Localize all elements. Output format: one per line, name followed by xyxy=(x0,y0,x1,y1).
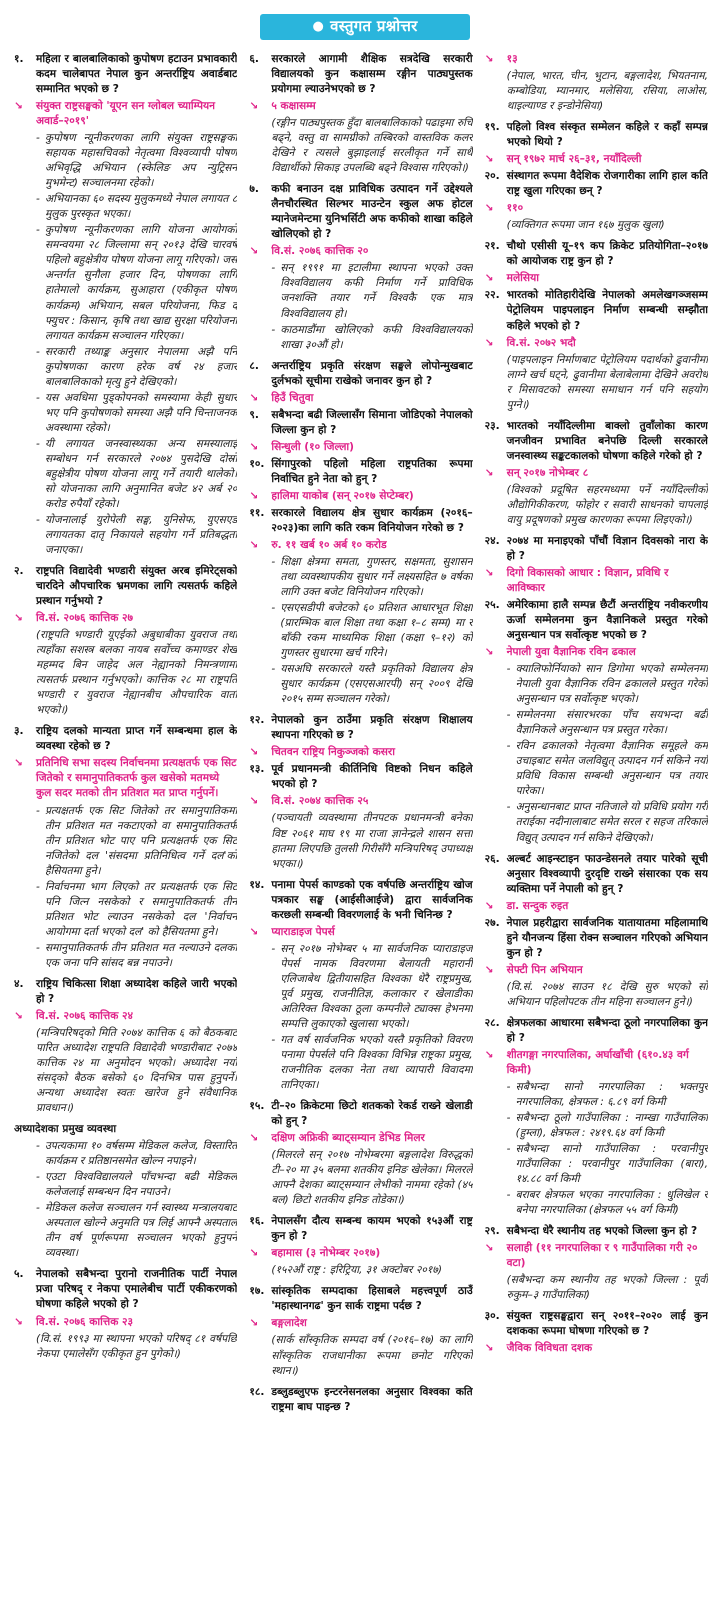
qa-item xyxy=(249,52,472,176)
question-text: महिला र बालबालिकाको कुपोषण हटाउन प्रभावकारी कदम चालेबापत नेपाल कुन अन्तर्राष्ट्रिय अवार्डबाट सम्मानित भएको छ ? xyxy=(36,53,238,96)
answer xyxy=(485,899,708,914)
answer-explanation: (वि.सं. २०७४ साउन १८ देखि सुरु भएको सो अभियान पहिलोपटक तीन महिना सञ्चालन हुने।) xyxy=(506,980,708,1008)
question-number: ३०. xyxy=(484,1310,500,1323)
answer-text: नेपाली युवा वैज्ञानिक रविन ढकाल xyxy=(506,646,636,659)
question-number: २२. xyxy=(484,289,500,302)
qa-item xyxy=(485,52,708,114)
qa-item xyxy=(485,1309,708,1356)
qa-item xyxy=(485,916,708,1010)
answer xyxy=(485,566,708,596)
bullet-list xyxy=(36,131,237,558)
bullet-item: - योजनालाई युरोपेली सङ्घ, युनिसेफ, युएसएड लगायतका दातृ निकायले सहयोग गर्ने प्रतिबद्धता जनाएका। xyxy=(36,513,237,558)
question xyxy=(485,120,708,150)
bullet-list xyxy=(271,555,472,707)
question-text: पनामा पेपर्स काण्डको एक वर्षपछि अन्तर्राष्ट्रिय खोज पत्रकार सङ्घ (आईसीआईजे) द्वारा सार्वजनिक करछली सम्बन्धी विवरणलाई के भनी चिनिन्छ ? xyxy=(271,878,473,921)
qa-item xyxy=(249,713,472,760)
answer-arrow-icon: ↘ xyxy=(14,612,23,625)
answer-arrow-icon: ↘ xyxy=(249,100,259,113)
bullet-list xyxy=(271,942,472,1093)
question-text: डब्लुडब्लुएफ इन्टरनेसनलका अनुसार विश्वका कति राष्ट्रमा बाघ पाइन्छ ? xyxy=(271,1385,473,1413)
question-number: २१. xyxy=(484,240,500,253)
bullet-item: - सबैभन्दा सानो गाउँपालिका : परवानीपुर गाउँपालिका : परवानीपुर गाउँपालिका (बारा), १४.८८ वर्ग किमी xyxy=(507,1142,708,1187)
question-text: टी–२० क्रिकेटमा छिटो शतकको रेकर्ड राख्ने खेलाडी को हुन् ? xyxy=(271,1100,473,1128)
answer xyxy=(249,745,472,760)
question xyxy=(14,1267,237,1312)
question-number: १२. xyxy=(249,714,265,727)
section-title: वस्तुगत प्रश्नोत्तर xyxy=(330,17,418,36)
qa-item xyxy=(249,762,472,871)
question-text: चौथो एसीसी यू–१९ कप क्रिकेट प्रतियोगिता–२०१७ को आयोजक राष्ट्र कुन हो ? xyxy=(506,240,708,268)
question-number: २५. xyxy=(484,599,500,612)
answer-arrow-icon: ↘ xyxy=(484,899,494,912)
answer xyxy=(249,1246,472,1261)
qa-item xyxy=(249,182,472,352)
question-text: राष्ट्रिय दलको मान्यता प्राप्त गर्ने सम्बन्धमा हाल के व्यवस्था रहेको छ ? xyxy=(36,725,238,753)
answer xyxy=(485,52,708,67)
question-number: ७. xyxy=(249,183,259,196)
bullet-item: - काठमाडौंमा खोलिएको कफी विश्वविद्यालयको शाखा ३०औं हो। xyxy=(271,323,472,353)
qa-item xyxy=(249,506,472,707)
answer-text: प्याराडाइज पेपर्स xyxy=(271,925,335,938)
question-text: अल्बर्ट आइन्स्टाइन फाउन्डेसनले तयार पारेको सूची अनुसार विश्वव्यापी दुरदृष्टि राख्ने संसारका एक सय व्यक्तिमा पर्ने नेपाली को हुन् ? xyxy=(506,852,708,895)
answer xyxy=(249,538,472,553)
answer-arrow-icon: ↘ xyxy=(249,538,259,551)
question-number: ६. xyxy=(249,53,259,65)
qa-item xyxy=(249,1099,472,1208)
answer-text: हिउँ चितुवा xyxy=(271,391,314,404)
answer-arrow-icon: ↘ xyxy=(484,963,494,976)
question xyxy=(14,52,237,97)
question-text: पूर्व प्रधानमन्त्री कीर्तिनिधि विष्टको निधन कहिले भएको हो ? xyxy=(271,763,473,791)
bullet-item: - एउटा विश्वविद्यालयले पाँचभन्दा बढी मेडिकल कलेजलाई सम्बन्धन दिन नपाउने। xyxy=(36,1170,237,1200)
bullet-item: - सन् २०१७ नोभेम्बर ५ मा सार्वजनिक प्याराडाइज पेपर्स नामक विवरणमा बेलायती महारानी एलिजाबेथ द्वितीयासहित विश्वका धेरै राष्ट्रप्रमुख, पूर्व प्रमुख, राजनीतिज्ञ, कलाकार र खेलाडीका अतिरिक्त विश्वका ठूला कम्पनीले ट्याक्स हेभनमा सम्पत्ति लुकाएको खुलासा भएको। xyxy=(271,942,472,1032)
question xyxy=(14,724,237,754)
answer-text: १३ xyxy=(506,53,518,65)
answer xyxy=(14,1315,237,1330)
answer-text: चितवन राष्ट्रिय निकुञ्जको कसरा xyxy=(271,746,395,759)
answer-text: दक्षिण अफ्रिकी ब्याट्सम्यान डेभिड मिलर xyxy=(271,1132,425,1145)
question xyxy=(485,1309,708,1339)
bullet-item: - यी लगायत जनस्वास्थ्यका अन्य समस्यालाई सम्बोधन गर्न सरकारले २०७४ पुसदेखि दोस्रो बहुक्षेत्रीय पोषण योजना लागू गर्ने तयारी थालेको। सो योजनाका लागि अनुमानित बजेट ४२ अर्ब २० करोड रुपैयाँ रहेको। xyxy=(36,437,237,512)
question-number: ११. xyxy=(249,506,265,519)
answer-explanation: (नेपाल, भारत, चीन, भुटान, बङ्गलादेश, भियतनाम, कम्बोडिया, म्यानमार, मलेसिया, रसिया, लाओस, थाइल्याण्ड र इन्डोनेसिया) xyxy=(506,70,708,113)
question xyxy=(249,1284,472,1314)
answer-arrow-icon: ↘ xyxy=(249,245,259,258)
question xyxy=(14,977,237,1007)
qa-item xyxy=(485,534,708,596)
answer-text: जैविक विविधता दशक xyxy=(506,1342,593,1355)
answer-arrow-icon: ↘ xyxy=(484,646,494,659)
answer-arrow-icon: ↘ xyxy=(249,1317,259,1330)
answer-arrow-icon: ↘ xyxy=(484,153,494,166)
answer-text: वि.सं. २०७६ कात्तिक २० xyxy=(271,245,369,258)
bullet-item: - एसएसडीपी बजेटको ६० प्रतिशत आधारभूत शिक्षा (प्रारम्भिक बाल शिक्षा तथा कक्षा १–८ सम्म) मा र बाँकी रकम माध्यमिक शिक्षा (कक्षा ९–१२) को गुणस्तर सुधारमा खर्च गरिने। xyxy=(271,601,472,661)
question-text: सबैभन्दा धेरै स्थानीय तह भएको जिल्ला कुन हो ? xyxy=(506,1225,698,1238)
answer-text: सन् १९७२ मार्च २६–३१, नयाँदिल्ली xyxy=(506,153,642,166)
question xyxy=(249,878,472,923)
question xyxy=(249,182,472,242)
question xyxy=(249,713,472,743)
question-number: १०. xyxy=(249,457,265,470)
answer-explanation: (सार्क साँस्कृतिक सम्पदा वर्ष (२०१६–१७) का लागि साँस्कृतिक राजधानीका रूपमा छनोट गरिएको स्थान।) xyxy=(271,1334,473,1377)
bullet-item: - बराबर क्षेत्रफल भएका नगरपालिका : धुलिखेल र बनेपा नगरपालिका (क्षेत्रफल ५५ वर्ग किमी) xyxy=(507,1188,708,1218)
answer-arrow-icon: ↘ xyxy=(249,1247,259,1260)
answer xyxy=(249,925,472,940)
qa-item xyxy=(14,1267,237,1361)
qa-item xyxy=(485,1016,708,1218)
question-text: नेपालसँग दौत्य सम्बन्ध कायम भएको १५३औं राष्ट्र कुन हो ? xyxy=(271,1215,473,1243)
bullet-item: - सरकारी तथ्याङ्क अनुसार नेपालमा अझै पनि कुपोषणका कारण हरेक वर्ष २४ हजार बालबालिकाको मृत्यु हुने देखिएको। xyxy=(36,345,237,390)
question-text: भारतको नयाँदिल्लीमा बाक्लो तुवाँलोका कारण जनजीवन प्रभावित बनेपछि दिल्ली सरकारले जनस्वास्थ्य सङ्कटकालको घोषणा कहिले गरेको हो ? xyxy=(506,419,708,462)
answer-explanation: (मिलरले सन् २०१७ नोभेम्बरमा बङ्गलादेश विरुद्धको टी–२० मा ३५ बलमा शतकीय इनिङ खेलेका। मिलरले आफ्नै देशका ब्याट्सम्यान लेभीको नाममा रहेको (४५ बल) छिटो शतकीय इनिङ तोडेका।) xyxy=(271,1149,473,1207)
bullet-item: - सन् १९९१ मा इटालीमा स्थापना भएको उक्त विश्वविद्यालय कफी निर्माण गर्ने प्राविधिक जनशक्ति तयार गर्ने विश्वकै एक मात्र विश्वविद्यालय हो। xyxy=(271,261,472,321)
question-text: सबैभन्दा बढी जिल्लासँग सिमाना जोडिएको नेपालको जिल्ला कुन हो ? xyxy=(271,408,473,436)
qa-item xyxy=(485,598,708,846)
question xyxy=(249,1099,472,1129)
answer xyxy=(14,1009,237,1024)
column-right xyxy=(485,52,708,1604)
bullet-item: - यस अवधिमा पुड्कोपनको समस्यामा केही सुधार भए पनि कुपोषणको समस्या अझै पनि चिन्ताजनक अवस्थामा रहेको। xyxy=(36,391,237,436)
question-number: ८. xyxy=(249,359,259,372)
answer-text: सलाही (११ नगरपालिका र ९ गाउँपालिका गरी २० वटा) xyxy=(506,1242,698,1270)
qa-item xyxy=(14,977,237,1262)
answer xyxy=(249,489,472,504)
answer xyxy=(249,1316,472,1331)
answer-arrow-icon: ↘ xyxy=(14,757,23,770)
answer-text: डा. सन्दुक रुइत xyxy=(506,899,569,912)
bullet-item: - सम्मेलनमा संसारभरका पाँच सयभन्दा बढी वैज्ञानिकले अनुसन्धान पत्र प्रस्तुत गरेका। xyxy=(507,708,708,738)
question-number: १५. xyxy=(249,1100,265,1113)
answer xyxy=(249,244,472,259)
question-number: १३. xyxy=(249,763,265,776)
qa-item xyxy=(14,52,237,558)
answer xyxy=(14,756,237,801)
bullet-list xyxy=(36,1139,237,1261)
question-text: अन्तर्राष्ट्रिय प्रकृति संरक्षण सङ्घले लोपोन्मुखबाट दुर्लभको सूचीमा राखेको जनावर कुन हो ? xyxy=(271,359,473,387)
bullet-item: - अनुसन्धानबाट प्राप्त नतिजाले यो प्रविधि प्रयोग गरी तराईका नदीनालाबाट समेत सरल र सहज तरिकाले विद्युत् उत्पादन गर्न सकिने देखिएको। xyxy=(507,800,708,845)
question xyxy=(485,598,708,643)
question-number: ५. xyxy=(14,1268,24,1281)
qa-item xyxy=(485,239,708,286)
bullet-item: - सबैभन्दा ठूलो गाउँपालिका : नाम्खा गाउँपालिका (हुम्ला), क्षेत्रफल : २४१९.६४ वर्ग किमी xyxy=(507,1111,708,1141)
question-text: सरकारले आगामी शैक्षिक सत्रदेखि सरकारी विद्यालयको कुन कक्षासम्म रङ्गीन पाठ्यपुस्तक प्रयोगमा ल्याउनेभएको छ ? xyxy=(271,53,473,96)
answer xyxy=(249,99,472,114)
question-number: २६. xyxy=(484,852,500,865)
bullet-item: - यसअघि सरकारले यस्तै प्रकृतिको विद्यालय क्षेत्र सुधार कार्यक्रम (एसएसआरपी) सन् २००९ देखि २०१५ सम्म सञ्चालन गरेको। xyxy=(271,662,472,707)
answer xyxy=(249,1131,472,1146)
answer-arrow-icon: ↘ xyxy=(484,1342,494,1355)
question-number: ४. xyxy=(14,977,24,990)
qa-item xyxy=(249,1385,472,1415)
question-text: सिंगापुरको पहिलो महिला राष्ट्रपतिका रूपमा निर्वाचित हुने नेता को हुन् ? xyxy=(271,457,473,485)
question-text: पहिलो विश्व संस्कृत सम्मेलन कहिले र कहाँ सम्पन्न भएको थियो ? xyxy=(506,121,708,149)
question-number: १. xyxy=(14,53,24,65)
question xyxy=(249,457,472,487)
answer-text: रु. ११ खर्ब १० अर्ब १० करोड xyxy=(271,538,387,551)
question xyxy=(249,1385,472,1415)
answer-arrow-icon: ↘ xyxy=(249,391,259,404)
qa-item xyxy=(249,1214,472,1278)
qa-item xyxy=(249,457,472,504)
answer xyxy=(249,391,472,406)
question-number: १६. xyxy=(249,1215,265,1228)
qa-item xyxy=(249,408,472,455)
answer-text: संयुक्त राष्ट्रसङ्घको 'यूएन सन ग्लोबल च्याम्पियन अवार्ड–२०१९' xyxy=(36,100,216,128)
answer xyxy=(485,466,708,481)
question-number: १८. xyxy=(249,1385,265,1398)
question xyxy=(485,534,708,564)
question xyxy=(485,169,708,199)
answer-explanation: (पञ्चायती व्यवस्थामा तीनपटक प्रधानमन्त्री बनेका विष्ट २०६१ माघ १९ मा राजा ज्ञानेन्द्रले शासन सत्ता हातमा लिएपछि तुलसी गिरीसँगै मन्त्रिपरिषद् उपाध्यक्ष भएका।) xyxy=(271,812,473,870)
answer xyxy=(249,794,472,809)
answer-arrow-icon: ↘ xyxy=(249,489,259,502)
qa-item xyxy=(485,852,708,914)
question xyxy=(249,408,472,438)
answer-arrow-icon: ↘ xyxy=(484,202,494,215)
question-text: भारतको मोतिहारीदेखि नेपालको अमलेखगञ्जसम्म पेट्रोलियम पाइपलाइन निर्माण सम्बन्धी सम्झौता कहिले भएको हो ? xyxy=(506,289,708,332)
answer-text: ११० xyxy=(506,202,524,215)
question xyxy=(485,1224,708,1239)
answer-explanation: (वि.सं. १९९३ मा स्थापना भएको परिषद् ८१ वर्षपछि नेकपा एमालेसँग एकीकृत हुन पुगेको।) xyxy=(36,1332,238,1360)
answer-explanation: (रङ्गीन पाठ्यपुस्तक हुँदा बालबालिकाको पढाइमा रुचि बढ्ने, वस्तु वा सामग्रीको तस्बिरको वास्तविक कलर देखिने र त्यसले बुझाइलाई सरलीकृत गर्ने साथै विद्यार्थीको सिकाइ उपलब्धि बढ्ने विश्वास गरिएको।) xyxy=(271,117,473,175)
question-number: ९. xyxy=(249,408,259,421)
answer-explanation: (व्यक्तिगत रूपमा जान १६७ मुलुक खुला) xyxy=(506,219,665,232)
subheading: अध्यादेशका प्रमुख व्यवस्था xyxy=(14,1123,117,1136)
bullet-list xyxy=(507,1080,708,1218)
bullet-item: - सबैभन्दा सानो नगरपालिका : भक्तपुर नगरपालिका, क्षेत्रफल : ६.८९ वर्ग किमी xyxy=(507,1080,708,1110)
qa-item xyxy=(249,878,472,1093)
bullet-item: - निर्वाचनमा भाग लिएको तर प्रत्यक्षतर्फ एक सिट पनि जित्न नसकेको र समानुपातिकतर्फ तीन प्रतिशत भोट ल्याउन नसकेको दल 'निर्वाचन आयोगमा दर्ता भएको दल' को हैसियतमा हुने। xyxy=(36,880,237,940)
section-header xyxy=(260,14,470,40)
answer-arrow-icon: ↘ xyxy=(484,272,494,285)
answer-arrow-icon: ↘ xyxy=(14,100,23,113)
answer-text: बहामास (३ नोभेम्बर २०१७) xyxy=(271,1247,381,1260)
answer-arrow-icon: ↘ xyxy=(249,746,259,759)
question-number: २८. xyxy=(484,1016,500,1029)
answer-arrow-icon: ↘ xyxy=(484,1242,494,1255)
bullet-item: - मेडिकल कलेज सञ्चालन गर्न स्वास्थ्य मन्त्रालयबाट अस्पताल खोल्ने अनुमति पत्र लिई आफ्नै अस्पताल तीन वर्ष पूर्णरूपमा सञ्चालन भएको हुनुपर्ने व्यवस्था। xyxy=(36,1201,237,1261)
qa-item xyxy=(485,120,708,167)
question-number: २३. xyxy=(484,419,500,432)
answer-arrow-icon: ↘ xyxy=(14,1315,23,1328)
qa-item xyxy=(249,1284,472,1378)
question-number: १४. xyxy=(249,878,265,891)
question-text: अमेरिकामा हालै सम्पन्न छैटौं अन्तर्राष्ट्रिय नवीकरणीय ऊर्जा सम्मेलनमा कुन वैज्ञानिकले प्रस्तुत गरेको अनुसन्धान पत्र सर्वोत्कृष्ट भएको छ ? xyxy=(506,599,708,642)
bullet-list xyxy=(271,261,472,352)
question-number: २०. xyxy=(484,170,500,183)
answer-arrow-icon: ↘ xyxy=(484,466,494,479)
answer-text: वि.सं. २०७६ कात्तिक २३ xyxy=(36,1315,134,1328)
answer-text: बङ्गलादेश xyxy=(271,1317,307,1330)
bullet-item: - समानुपातिकतर्फ तीन प्रतिशत मत नल्याउने दलका एक जना पनि सांसद बन्न नपाउने। xyxy=(36,941,237,971)
question-number: ३. xyxy=(14,725,24,738)
bullet-item: - शिक्षा क्षेत्रमा समता, गुणस्तर, सक्षमता, सुशासन तथा व्यवस्थापकीय सुधार गर्ने लक्ष्यसहित ७ वर्षका लागि उक्त बजेट विनियोजन गरिएको। xyxy=(271,555,472,600)
bullet-item: - कुपोषण न्यूनीकरणका लागि योजना आयोगको समन्वयमा २८ जिल्लामा सन् २०१३ देखि चारवर्षे पहिलो बहुक्षेत्रीय पोषण योजना लागू गरिएको। जस अन्तर्गत सुनौला हजार दिन, पोषणका लागि हातेमालो कार्यक्रम, सुआहारा (एकीकृत पोषण कार्यक्रम) अभियान, सबल परियोजना, फिड द फ्युचर : किसान, कृषि तथा खाद्य सुरक्षा परियोजना लगायत कार्यक्रम सञ्चालन गरिएका। xyxy=(36,223,237,343)
answer-arrow-icon: ↘ xyxy=(14,1009,23,1022)
answer xyxy=(485,152,708,167)
question-number: २. xyxy=(14,565,24,578)
answer-arrow-icon: ↘ xyxy=(484,53,494,65)
answer xyxy=(485,963,708,978)
question xyxy=(485,1016,708,1046)
answer-text: शीतगङ्गा नगरपालिका, अर्घाखाँची (६१०.४३ वर्ग किमी) xyxy=(506,1048,689,1076)
answer-arrow-icon: ↘ xyxy=(249,925,259,938)
answer-text: वि.सं. २०७२ भदौ xyxy=(506,336,576,349)
answer-text: वि.सं. २०७४ कात्तिक २५ xyxy=(271,795,369,808)
answer-text: प्रतिनिधि सभा सदस्य निर्वाचनमा प्रत्यक्षतर्फ एक सिट जितेको र समानुपातिकतर्फ कुल खसेको मतमध्ये कुल सदर मतको तीन प्रतिशत मत प्राप्त गर्नुपर्ने। xyxy=(36,757,237,800)
answer-arrow-icon: ↘ xyxy=(249,1132,259,1145)
answer-arrow-icon: ↘ xyxy=(484,1048,494,1061)
answer-explanation: (सबैभन्दा कम स्थानीय तह भएको जिल्ला : पूर्वी रुकुम–३ गाउँपालिका) xyxy=(506,1274,708,1302)
answer xyxy=(485,1241,708,1271)
question-text: सरकारले विद्यालय क्षेत्र सुधार कार्यक्रम (२०१६–२०२३)का लागि कति रकम विनियोजन गरेको छ ? xyxy=(271,506,473,534)
answer xyxy=(485,201,708,216)
question xyxy=(249,762,472,792)
question xyxy=(249,506,472,536)
bullet-list xyxy=(36,804,237,971)
answer-text: वि.सं. २०७६ कात्तिक २७ xyxy=(36,612,134,625)
answer xyxy=(14,611,237,626)
answer xyxy=(485,645,708,660)
answer xyxy=(485,1341,708,1356)
answer-explanation: (मन्त्रिपरिषद्को मिति २०७४ कात्तिक ६ को बैठकबाट पारित अध्यादेश राष्ट्रपति विद्यादेवी भण्डारीबाट २०७४ कात्तिक २४ मा अनुमोदन भएको। अध्यादेश नयाँ संसद्को बैठक बसेको ६० दिनभित्र पास हुनुपर्ने। अन्यथा अध्यादेश स्वतः खारेज हुने संवैधानिक प्रावधान।) xyxy=(36,1026,238,1115)
question-text: क्षेत्रफलका आधारमा सबैभन्दा ठूलो नगरपालिका कुन हो ? xyxy=(506,1016,708,1044)
bullet-dot-icon: ● xyxy=(312,18,325,34)
question xyxy=(485,239,708,269)
question xyxy=(485,852,708,897)
column-left xyxy=(14,52,237,1604)
answer-arrow-icon: ↘ xyxy=(484,336,494,349)
answer-text: सेफ्टी पिन अभियान xyxy=(506,963,583,976)
question-text: संस्थागत रूपमा वैदेशिक रोजगारीका लागि हाल कति राष्ट्र खुला गरिएका छन् ? xyxy=(506,170,708,198)
question xyxy=(249,52,472,97)
question-text: संयुक्त राष्ट्रसङ्घद्वारा सन् २०११–२०२० लाई कुन दशकका रूपमा घोषणा गरिएको छ ? xyxy=(506,1310,708,1338)
question-text: नेपालको सबैभन्दा पुरानो राजनीतिक पार्टी नेपाल प्रजा परिषद् र नेकपा एमालेबीच पार्टी एकीकरणको घोषणा कहिले भएको हो ? xyxy=(36,1268,238,1311)
answer xyxy=(14,99,237,129)
column-middle xyxy=(249,52,472,1604)
answer-text: ५ कक्षासम्म xyxy=(271,100,316,113)
bullet-list xyxy=(507,662,708,845)
question-text: नेपालको कुन ठाउँमा प्रकृति संरक्षण शिक्षालय स्थापना गरिएको छ ? xyxy=(271,714,473,742)
question-text: नेपाल प्रहरीद्वारा सार्वजनिक यातायातमा महिलामाथि हुने यौनजन्य हिंसा रोक्न सञ्चालन गरिएको अभियान कुन हो ? xyxy=(506,916,708,959)
question-text: सांस्कृतिक सम्पदाका हिसाबले महत्त्वपूर्ण ठाउँ 'महास्थानगढ' कुन सार्क राष्ट्रमा पर्दछ ? xyxy=(271,1285,473,1313)
question-text: राष्ट्रिय चिकित्सा शिक्षा अध्यादेश कहिले जारी भएको हो ? xyxy=(36,977,238,1005)
answer xyxy=(485,271,708,286)
question xyxy=(485,916,708,961)
question-number: २९. xyxy=(484,1225,500,1238)
answer-text: हालिमा याकोब (सन् २०१७ सेप्टेम्बर) xyxy=(271,489,414,502)
question xyxy=(249,359,472,389)
question-text: २०७४ मा मनाइएको पाँचौं विज्ञान दिवसको नारा के हो ? xyxy=(506,534,708,562)
answer-explanation: (राष्ट्रपति भण्डारी यूएईको अबुधाबीका युवराज तथा त्यहाँका सशस्त्र बलका नायब सर्वोच्च कमाण्डर शेख महम्मद बिन जाहेद अल नेह्यानको निमन्त्रणामा त्यसतर्फ प्रस्थान गर्नुभएको। कात्तिक २८ मा राष्ट्रपति भण्डारी र युवराज नेह्यानबीच औपचारिक वार्ता भएको।) xyxy=(36,629,238,717)
question-text: कफी बनाउन दक्ष प्राविधिक उत्पादन गर्ने उद्देश्यले लैनचौरस्थित सिल्भर माउन्टेन स्कुल अफ होटल म्यानेजमेन्टमा युनिभर्सिटी अफ कफीको शाखा कहिले खोलिएको हो ? xyxy=(271,183,473,241)
answer xyxy=(249,440,472,455)
qa-item xyxy=(14,564,237,718)
answer-text: दिगो विकासको आधार : विज्ञान, प्रविधि र आविष्कार xyxy=(506,566,669,594)
qa-item xyxy=(485,288,708,412)
question xyxy=(485,419,708,464)
qa-item xyxy=(249,359,472,406)
answer-explanation: (१५२औं राष्ट्र : इरिट्रिया, ३१ अक्टोबर २०१७) xyxy=(271,1264,442,1277)
answer-explanation: (पाइपलाइन निर्माणबाट पेट्रोलियम पदार्थको ढुवानीमा लाग्ने खर्च घट्ने, ढुवानीमा बेलाबेलामा देखिने अवरोध र मिसावटको समस्या समाधान गर्न पनि सहयोग पुग्ने।) xyxy=(506,353,708,411)
qa-columns xyxy=(14,52,708,1604)
question-number: १९. xyxy=(484,121,500,134)
answer-arrow-icon: ↘ xyxy=(249,440,259,453)
question-number: १७. xyxy=(249,1285,265,1298)
question-number: २७. xyxy=(484,916,500,929)
bullet-item: - कुपोषण न्यूनीकरणका लागि संयुक्त राष्ट्रसङ्घका सहायक महासचिवको नेतृत्वमा विश्वव्यापी पोषण अभिवृद्धि अभियान (स्केलिङ अप न्युट्रिसन मुभमेन्ट) सञ्चालनमा रहेको। xyxy=(36,131,237,191)
answer-arrow-icon: ↘ xyxy=(484,566,494,579)
answer xyxy=(485,1048,708,1078)
question xyxy=(249,1214,472,1244)
answer-text: वि.सं. २०७६ कात्तिक २४ xyxy=(36,1009,134,1022)
answer-explanation: (विश्वको प्रदूषित सहरमध्यमा पर्ने नयाँदिल्लीको औद्योगिकीकरण, फोहोर र सवारी साधनको चापलाई वायु प्रदूषणको प्रमुख कारणका रूपमा लिइएको।) xyxy=(506,483,708,526)
qa-item xyxy=(485,169,708,233)
bullet-item: - गत वर्ष सार्वजनिक भएको यस्तै प्रकृतिको विवरण पनामा पेपर्सले पनि विश्वका विभिन्न राष्ट्रका प्रमुख, राजनीतिक दलका नेता तथा व्यापारी विवादमा तानिएका। xyxy=(271,1033,472,1093)
answer-arrow-icon: ↘ xyxy=(249,795,259,808)
bullet-item: - उपत्यकामा १० वर्षसम्म मेडिकल कलेज, विस्तारित कार्यक्रम र प्रतिष्ठानसमेत खोल्न नपाइने। xyxy=(36,1139,237,1169)
answer-text: मलेसिया xyxy=(506,272,539,285)
question-number: २४. xyxy=(484,534,500,547)
question xyxy=(485,288,708,333)
question-text: राष्ट्रपति विद्यादेवी भण्डारी संयुक्त अरब इमिरेट्सको चारदिने औपचारिक भ्रमणका लागि त्यसतर्फ कहिले प्रस्थान गर्नुभयो ? xyxy=(36,565,238,608)
bullet-item: - रविन ढकालको नेतृत्वमा वैज्ञानिक समूहले कम उचाइबाट समेत जलविद्युत् उत्पादन गर्न सकिने नयाँ प्रविधि विकास सम्बन्धी अनुसन्धान पत्र तयार पारेका। xyxy=(507,739,708,799)
bullet-item: - क्यालिफोर्नियाको सान डिगोमा भएको सम्मेलनमा नेपाली युवा वैज्ञानिक रविन ढकालले प्रस्तुत गरेको अनुसन्धान पत्र सर्वोत्कृष्ट भएको। xyxy=(507,662,708,707)
answer-text: सिन्धुली (१० जिल्ला) xyxy=(271,440,354,453)
qa-item xyxy=(14,724,237,971)
bullet-item: - प्रत्यक्षतर्फ एक सिट जितेको तर समानुपातिकमा तीन प्रतिशत मत नकटाएको वा समानुपातिकतर्फ तीन प्रतिशत भोट पाए पनि प्रत्यक्षतर्फ एक सिट नजितेको दल 'संसदमा प्रतिनिधित्व गर्ने दल'को हैसियतमा हुने। xyxy=(36,804,237,879)
qa-item xyxy=(485,1224,708,1303)
question xyxy=(14,564,237,609)
qa-item xyxy=(485,419,708,528)
answer-text: सन् २०१७ नोभेम्बर ८ xyxy=(506,466,589,479)
answer xyxy=(485,336,708,351)
bullet-item: - अभियानका ६० सदस्य मुलुकमध्ये नेपाल लगायत ८ मुलुक पुरस्कृत भएका। xyxy=(36,192,237,222)
